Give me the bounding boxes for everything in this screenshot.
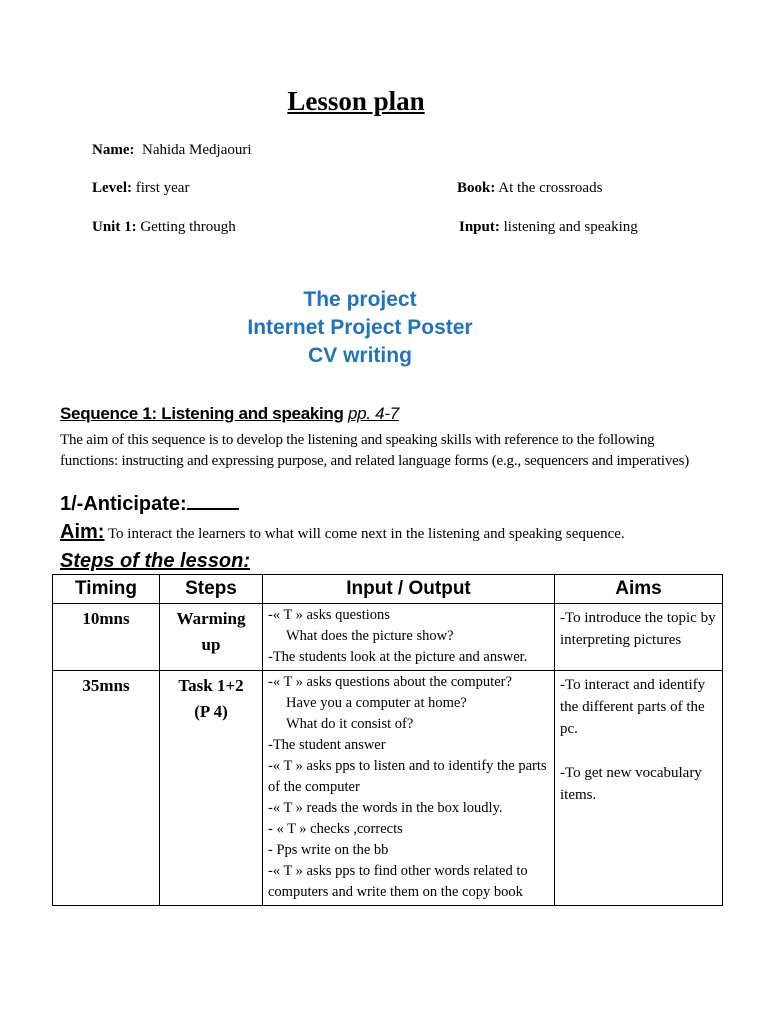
sequence-title: Sequence 1: Listening and speaking bbox=[60, 404, 344, 423]
sequence-description: The aim of this sequence is to develop the listening and speaking skills with reference to the following functions: instructing and expressing purpose, and related language forms (e.g., sequencers and imperatives) bbox=[60, 432, 690, 469]
steps-line: (P 4) bbox=[194, 702, 228, 721]
sequence-heading bbox=[60, 404, 399, 424]
steps-line: Warming bbox=[176, 609, 246, 628]
project-heading: The project bbox=[303, 288, 417, 311]
aims-cell bbox=[555, 604, 723, 671]
unit-line bbox=[92, 219, 236, 236]
table-row bbox=[53, 604, 723, 671]
steps-heading: Steps of the lesson: bbox=[60, 550, 251, 572]
aims-cell bbox=[555, 671, 723, 906]
input-output-cell bbox=[263, 604, 555, 671]
input-output-cell bbox=[263, 671, 555, 906]
name-line bbox=[92, 142, 252, 159]
page-title: Lesson plan bbox=[287, 86, 425, 116]
steps-cell bbox=[160, 671, 263, 906]
io-line: What do it consist of? bbox=[286, 716, 414, 732]
io-line: -« T » asks questions about the computer? bbox=[268, 674, 512, 690]
table-header-row bbox=[53, 575, 723, 604]
aim-item: -To get new vocabulary items. bbox=[560, 765, 702, 803]
io-line: - « T » checks ,corrects bbox=[268, 821, 403, 837]
header-aims: Aims bbox=[555, 575, 723, 604]
book-value: At the crossroads bbox=[498, 180, 603, 196]
io-line: -« T » asks pps to find other words related to computers and write them on the copy book bbox=[268, 863, 528, 900]
table-row bbox=[53, 671, 723, 906]
book-label: Book: bbox=[457, 180, 496, 196]
aim-spacer bbox=[560, 740, 718, 762]
name-label: Name: bbox=[92, 142, 135, 158]
anticipate-label: 1/-Anticipate: bbox=[60, 493, 187, 515]
header-input-output: Input / Output bbox=[263, 575, 555, 604]
steps-line: Task 1+2 bbox=[178, 676, 244, 695]
io-line: Have you a computer at home? bbox=[286, 695, 467, 711]
anticipate-heading bbox=[60, 493, 239, 516]
level-label: Level: bbox=[92, 180, 132, 196]
level-value: first year bbox=[135, 180, 190, 196]
io-line: -The student answer bbox=[268, 737, 386, 753]
name-value: Nahida Medjaouri bbox=[141, 142, 252, 158]
io-line: -« T » reads the words in the box loudly. bbox=[268, 800, 503, 816]
io-line: -« T » asks questions bbox=[268, 607, 390, 623]
aim-item: -To introduce the topic by interpreting pictures bbox=[560, 610, 716, 648]
input-label: Input: bbox=[459, 219, 500, 235]
timing-cell: 10mns bbox=[53, 604, 160, 671]
timing-cell: 35mns bbox=[53, 671, 160, 906]
sequence-pages: pp. 4-7 bbox=[348, 404, 399, 423]
io-line: What does the picture show? bbox=[286, 628, 454, 644]
io-line: -« T » asks pps to listen and to identify the parts of the computer bbox=[268, 758, 547, 795]
unit-value: Getting through bbox=[140, 219, 236, 235]
aim-item: -To interact and identify the different parts of the pc. bbox=[560, 677, 706, 737]
aim-text: To interact the learners to what will come next in the listening and speaking sequence. bbox=[107, 526, 625, 542]
input-value: listening and speaking bbox=[503, 219, 638, 235]
aim-line bbox=[60, 521, 625, 544]
project-subheading: Internet Project Poster bbox=[247, 316, 473, 339]
header-timing: Timing bbox=[53, 575, 160, 604]
steps-cell bbox=[160, 604, 263, 671]
level-line bbox=[92, 180, 189, 197]
anticipate-underline bbox=[187, 508, 239, 510]
book-line bbox=[457, 180, 602, 197]
steps-line: up bbox=[201, 635, 221, 654]
project-cv-writing: CV writing bbox=[308, 344, 412, 367]
input-line bbox=[459, 219, 638, 236]
header-steps: Steps bbox=[160, 575, 263, 604]
lesson-steps-table bbox=[52, 574, 723, 906]
unit-label: Unit 1: bbox=[92, 219, 137, 235]
io-line: -The students look at the picture and answer. bbox=[268, 649, 528, 665]
aim-label: Aim: bbox=[60, 521, 105, 543]
io-line: - Pps write on the bb bbox=[268, 842, 389, 858]
